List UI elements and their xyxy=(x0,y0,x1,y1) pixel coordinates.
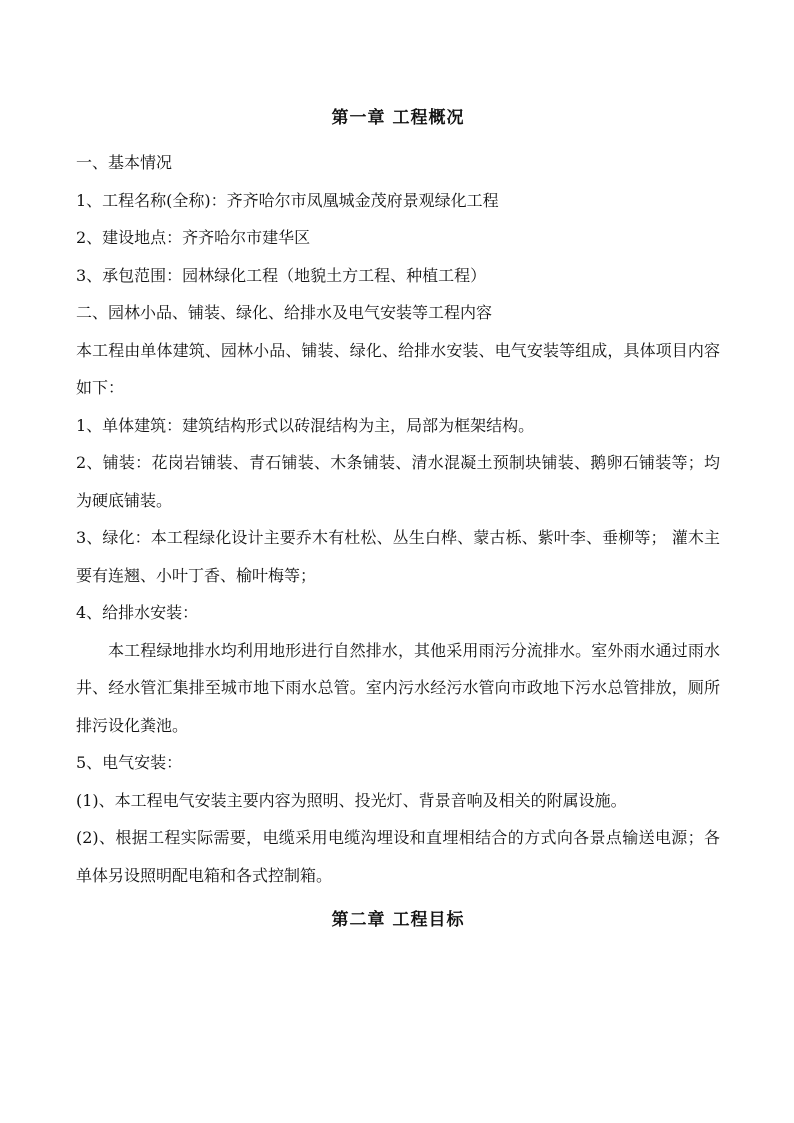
content-item-building: 1、单体建筑：建筑结构形式以砖混结构为主，局部为框架结构。 xyxy=(76,415,535,435)
intro-paragraph: 本工程由单体建筑、园林小品、铺装、绿化、给排水安装、电气安装等组成，具体项目内容如下： xyxy=(76,340,720,397)
section1-title: 一、基本情况 xyxy=(76,153,173,172)
location-item: 2、建设地点：齐齐哈尔市建华区 xyxy=(76,228,311,247)
electrical-subitem-1: (1)、本工程电气安装主要内容为照明、投光灯、背景音响及相关的附属设施。 xyxy=(76,790,627,810)
content-item-paving: 2、铺装：花岗岩铺装、青石铺装、木条铺装、清水混凝土预制块铺装、鹅卵石铺装等；均为硬底铺装。 xyxy=(76,453,720,510)
content-item-electrical-title: 5、电气安装： xyxy=(76,753,183,772)
content-item-greening: 3、绿化：本工程绿化设计主要乔木有杜松、丛生白桦、蒙古栎、紫叶李、垂柳等； 灌木主要有连翘、小叶丁香、榆叶梅等； xyxy=(76,528,720,585)
chapter1-title: 第一章 工程概况 xyxy=(331,108,465,128)
document-page xyxy=(76,96,720,946)
scope-item: 3、承包范围：园林绿化工程（地貌土方工程、种植工程） xyxy=(76,265,487,285)
content-item-drainage-title: 4、给排水安装： xyxy=(76,603,199,622)
chapter2-title: 第二章 工程目标 xyxy=(331,910,465,930)
content-item-drainage-body: 本工程绿地排水均利用地形进行自然排水，其他采用雨污分流排水。室外雨水通过雨水井、经水管汇集排至城市地下雨水总管。室内污水经污水管向市政地下污水总管排放，厕所排污设化粪池。 xyxy=(76,640,720,735)
project-name-item: 1、工程名称(全称)：齐齐哈尔市凤凰城金茂府景观绿化工程 xyxy=(76,190,499,210)
electrical-subitem-2: (2)、根据工程实际需要，电缆采用电缆沟埋设和直埋相结合的方式向各景点输送电源；各单体另设照明配电箱和各式控制箱。 xyxy=(76,828,720,885)
section2-title: 二、园林小品、铺装、绿化、给排水及电气安装等工程内容 xyxy=(76,303,493,322)
